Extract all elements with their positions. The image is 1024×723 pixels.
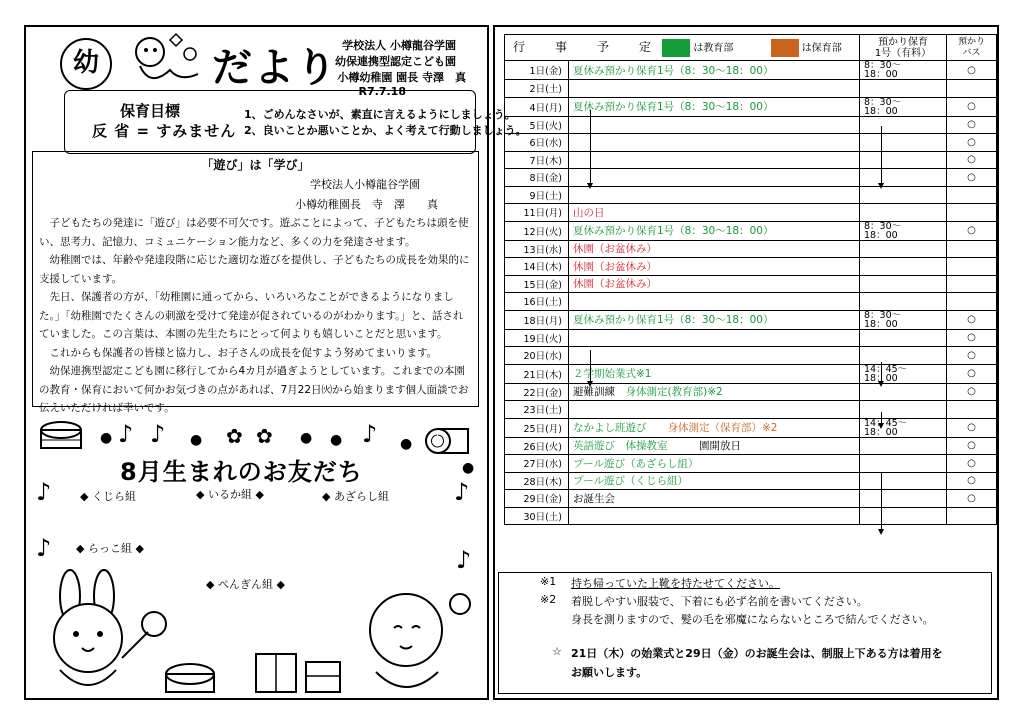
bus-cell: ○ <box>947 455 997 473</box>
essay-paragraph: これからも保護者の皆様と協力し、お子さんの成長を促すよう努めてまいります。 <box>49 346 438 359</box>
care-cell <box>860 472 947 490</box>
note-2-mark: ※2 <box>540 593 557 606</box>
school-line-3: 小樽幼稚園 園長 寺澤 真 <box>337 71 466 84</box>
note-3-line-2: お願いします。 <box>571 666 648 679</box>
dot-icon: ● <box>100 430 113 446</box>
event-text: 休園（お盆休み） <box>573 260 657 273</box>
class-iruka: ◆ いるか組 ◆ <box>196 488 264 501</box>
event-part: 園開放日 <box>699 440 741 453</box>
care-cell <box>860 437 947 455</box>
goal-line-2: 2、良いことか悪いことか、よく考えて行動しましょう。 <box>244 124 527 137</box>
event-cell <box>569 186 860 204</box>
day-cell: 9日(土) <box>505 186 569 204</box>
care-cell <box>860 455 947 473</box>
schedule-row <box>505 221 997 240</box>
dot-icon: ● <box>462 460 475 476</box>
event-cell <box>569 134 860 152</box>
note-3-line-1: 21日（木）の始業式と29日（金）のお誕生会は、制服上下ある方は着用を <box>571 647 943 660</box>
event-text: 夏休み預かり保育1号（8：30～18：00） <box>573 314 774 326</box>
event-cell <box>569 347 860 365</box>
care-cell <box>860 310 947 329</box>
school-line-2: 幼保連携型認定こども園 <box>335 55 456 68</box>
essay-author: 小樽幼稚園長 寺 澤 真 <box>295 198 438 211</box>
rabbit-character-icon <box>30 566 180 694</box>
star-mark: ☆ <box>552 645 562 658</box>
class-label: ぺんぎん組 <box>217 578 273 591</box>
schedule-row <box>505 116 997 134</box>
event-part: 英語遊び 体操教室 <box>573 440 668 453</box>
music-note-icon: ♪ <box>150 420 166 448</box>
event-text: 休園（お盆休み） <box>573 278 657 291</box>
birthday-heading: 8月生まれのお友だち <box>120 458 363 486</box>
dot-icon: ● <box>330 432 343 448</box>
class-label: らっこ組 <box>87 542 132 555</box>
note-2-line-1: 着脱しやすい服装で、下着にも必ず名前を書いてください。 <box>571 595 868 608</box>
schedule-row <box>505 455 997 473</box>
bear-character-icon <box>350 582 480 696</box>
event-cell <box>569 364 860 383</box>
care-cell <box>860 151 947 169</box>
logo-kanji: 幼 <box>60 38 112 90</box>
day-cell: 26日(火) <box>505 437 569 455</box>
schedule-row <box>505 293 997 311</box>
bus-cell <box>947 186 997 204</box>
day-cell: 25日(月) <box>505 418 569 437</box>
legend-green-label: は教育部 <box>693 43 734 54</box>
bus-cell: ○ <box>947 134 997 152</box>
bus-cell: ○ <box>947 383 997 401</box>
event-cell <box>569 116 860 134</box>
day-cell: 8日(金) <box>505 169 569 187</box>
note-2-line-2: 身長を測りますので、髪の毛を邪魔にならないところで結んでください。 <box>571 613 934 626</box>
dot-icon: ● <box>190 432 203 448</box>
arrow-down-icon <box>881 362 882 384</box>
bus-cell: ○ <box>947 347 997 365</box>
bus-cell: ○ <box>947 329 997 347</box>
bus-cell <box>947 258 997 276</box>
arrow-down-icon <box>881 412 882 426</box>
event-cell <box>569 383 860 401</box>
bus-cell <box>947 507 997 525</box>
cartoon-mascot-icon <box>110 30 210 90</box>
legend-orange-swatch <box>771 39 799 57</box>
event-text: 夏休み預かり保育1号（8：30～18：00） <box>573 225 774 237</box>
care-time: 8：30～ 18：00 <box>864 220 902 241</box>
care-cell <box>860 186 947 204</box>
event-text: ２学期始業式※1 <box>573 368 652 380</box>
schedule-row <box>505 204 997 222</box>
event-text: プール遊び（あざらし組） <box>573 457 699 470</box>
event-text: お誕生会 <box>573 492 615 505</box>
care-time: 14：45～ 18：00 <box>864 363 908 384</box>
care-cell <box>860 490 947 508</box>
care-cell <box>860 61 947 80</box>
class-kujira: ◆ くじら組 <box>80 490 136 503</box>
event-cell <box>569 80 860 98</box>
dot-icon: ● <box>300 430 313 446</box>
day-cell: 16日(土) <box>505 293 569 311</box>
essay-paragraph: 先日、保護者の方が、「幼稚園に通ってから、いろいろなことができるようになりました。」「幼稚園でたくさんの刺激を受けて発達が促されているのがわかります。」と、話されていました。この言葉は、本園の先生たちにとって何よりも嬉しいことだと思います。 <box>39 291 464 340</box>
essay-paragraph: 幼保連携型認定こども園に移行してから4カ月が過ぎようとしています。これまでの本園の教育・保育において何かお気づきの点があれば、7月22日㈫から始まります個人面談でお伝えいただければ幸いです。 <box>39 365 469 414</box>
class-label: あざらし組 <box>333 490 389 503</box>
schedule-row <box>505 310 997 329</box>
bus-cell: ○ <box>947 437 997 455</box>
care-cell <box>860 347 947 365</box>
event-text: 休園（お盆休み） <box>573 243 657 256</box>
schedule-row <box>505 134 997 152</box>
music-note-icon: ♪ <box>36 478 52 506</box>
care-time: 14：45～ 18：00 <box>864 417 908 438</box>
goal-heading: 保育目標 <box>120 102 181 120</box>
event-cell <box>569 293 860 311</box>
essay-box <box>32 151 479 414</box>
bus-header: 預かり バス <box>947 35 997 61</box>
event-cell <box>569 275 860 293</box>
event-cell <box>569 258 860 276</box>
bus-cell: ○ <box>947 97 997 116</box>
day-cell: 11日(月) <box>505 204 569 222</box>
day-cell: 14日(木) <box>505 258 569 276</box>
schedule-row <box>505 401 997 419</box>
schedule-row <box>505 97 997 116</box>
day-cell: 1日(金) <box>505 61 569 80</box>
day-cell: 27日(水) <box>505 455 569 473</box>
event-cell <box>569 329 860 347</box>
schedule-row <box>505 151 997 169</box>
day-cell: 2日(土) <box>505 80 569 98</box>
note-1: 持ち帰っていた上靴を持たせてください。 <box>571 577 780 590</box>
music-note-icon: ♪ <box>454 478 470 506</box>
care-cell <box>860 240 947 258</box>
schedule-row <box>505 80 997 98</box>
essay-paragraph: 幼稚園では、年齢や発達段階に応じた適切な遊びを提供し、子どもたちの成長を効果的に支援しています。 <box>39 254 470 285</box>
care-time: 8：30～ 18：00 <box>864 96 902 117</box>
schedule-row <box>505 418 997 437</box>
schedule-row <box>505 490 997 508</box>
event-text: 山の日 <box>573 206 605 219</box>
schedule-row <box>505 437 997 455</box>
bus-cell: ○ <box>947 310 997 329</box>
legend-green-swatch <box>662 39 690 57</box>
day-cell: 15日(金) <box>505 275 569 293</box>
arrow-down-icon <box>590 350 591 384</box>
day-cell: 4日(月) <box>505 97 569 116</box>
day-cell: 23日(土) <box>505 401 569 419</box>
note-1-mark: ※1 <box>540 575 557 588</box>
care-cell <box>860 275 947 293</box>
event-cell <box>569 221 860 240</box>
class-rakko: ◆ らっこ組 ◆ <box>76 542 144 555</box>
care-cell <box>860 364 947 383</box>
event-cell <box>569 401 860 419</box>
day-cell: 12日(火) <box>505 221 569 240</box>
day-cell: 18日(月) <box>505 310 569 329</box>
event-cell <box>569 472 860 490</box>
event-text: 夏休み預かり保育1号（8：30～18：00） <box>573 64 774 77</box>
school-line-1: 学校法人 小樽龍谷学園 <box>342 39 456 52</box>
bus-cell: ○ <box>947 169 997 187</box>
music-note-icon: ♪ <box>36 534 52 562</box>
schedule-row <box>505 61 997 80</box>
class-azarashi: ◆ あざらし組 <box>322 490 389 503</box>
schedule-row <box>505 364 997 383</box>
issue-date: R7.7.18 <box>358 85 406 98</box>
flower-icon: ✿ <box>256 424 273 448</box>
legend-orange-label: は保育部 <box>801 43 842 54</box>
schedule-row <box>505 258 997 276</box>
event-part: 身体測定(教育部)※2 <box>625 386 723 399</box>
schedule-row <box>505 383 997 401</box>
event-part: 身体測定（保育部）※2 <box>667 422 778 434</box>
event-cell <box>569 310 860 329</box>
schedule-row <box>505 507 997 525</box>
day-cell: 22日(金) <box>505 383 569 401</box>
day-cell: 6日(水) <box>505 134 569 152</box>
bus-cell: ○ <box>947 61 997 80</box>
bus-cell <box>947 204 997 222</box>
goal-body: 反 省 = すみません <box>92 122 237 140</box>
essay-author-org: 学校法人小樽龍谷学園 <box>310 178 420 191</box>
care-cell <box>860 418 947 437</box>
care-cell <box>860 293 947 311</box>
event-cell <box>569 204 860 222</box>
event-cell <box>569 418 860 437</box>
day-cell: 7日(木) <box>505 151 569 169</box>
bus-cell <box>947 240 997 258</box>
day-cell: 19日(火) <box>505 329 569 347</box>
care-cell <box>860 383 947 401</box>
bus-cell: ○ <box>947 418 997 437</box>
event-cell <box>569 437 860 455</box>
cake-icon <box>36 418 86 458</box>
music-note-icon: ♪ <box>362 420 378 448</box>
bus-cell: ○ <box>947 116 997 134</box>
flower-icon: ✿ <box>226 424 243 448</box>
event-cell <box>569 507 860 525</box>
event-text: 夏休み預かり保育1号（8：30～18：00） <box>573 101 774 113</box>
care-time: 8：30～ 18：00 <box>864 309 902 330</box>
bus-cell: ○ <box>947 490 997 508</box>
day-cell: 30日(土) <box>505 507 569 525</box>
event-cell <box>569 169 860 187</box>
newsletter-title: だより <box>212 45 338 91</box>
class-label: くじら組 <box>91 490 136 503</box>
schedule-row <box>505 169 997 187</box>
music-note-icon: ♪ <box>118 420 134 448</box>
event-cell <box>569 455 860 473</box>
dot-icon: ● <box>400 436 413 452</box>
day-cell: 13日(水) <box>505 240 569 258</box>
event-cell <box>569 61 860 80</box>
day-cell: 29日(金) <box>505 490 569 508</box>
schedule-row <box>505 347 997 365</box>
care-cell <box>860 80 947 98</box>
day-cell: 5日(火) <box>505 116 569 134</box>
day-cell: 28日(木) <box>505 472 569 490</box>
bus-cell: ○ <box>947 472 997 490</box>
goal-line-1: 1、ごめんなさいが、素直に言えるようにしましょう。 <box>244 108 516 121</box>
music-note-icon: ♪ <box>456 546 472 574</box>
bus-cell <box>947 80 997 98</box>
bus-cell <box>947 293 997 311</box>
schedule-table <box>504 34 997 525</box>
bus-cell: ○ <box>947 151 997 169</box>
care-time: 8：30～ 18：00 <box>864 60 902 80</box>
care-cell <box>860 401 947 419</box>
gift-box-icon <box>160 648 360 698</box>
event-text: プール遊び（くじら組） <box>573 475 688 488</box>
care-cell <box>860 221 947 240</box>
roll-cake-icon <box>424 424 478 458</box>
class-pengin: ◆ ぺんぎん組 ◆ <box>206 578 285 591</box>
arrow-down-icon <box>881 472 882 532</box>
schedule-row <box>505 240 997 258</box>
event-cell <box>569 490 860 508</box>
care-cell <box>860 258 947 276</box>
schedule-row <box>505 472 997 490</box>
care-cell <box>860 204 947 222</box>
care-cell <box>860 134 947 152</box>
schedule-header-event <box>505 35 860 61</box>
schedule-row <box>505 275 997 293</box>
bus-cell <box>947 275 997 293</box>
event-cell <box>569 151 860 169</box>
bus-cell <box>947 401 997 419</box>
care-cell <box>860 97 947 116</box>
essay-paragraph: 子どもたちの発達に「遊び」は必要不可欠です。遊ぶことによって、子どもたちは頭を使い、思考力、記憶力、コミュニケーション能力など、多くの力を発達させます。 <box>39 217 469 248</box>
essay-title: 「遊び」は「学び」 <box>201 158 310 172</box>
event-part: なかよし班遊び <box>573 422 647 434</box>
care-header: 預かり保育 1号（有料） <box>860 35 947 61</box>
schedule-row <box>505 329 997 347</box>
care-cell <box>860 116 947 134</box>
bus-cell: ○ <box>947 221 997 240</box>
bus-cell: ○ <box>947 364 997 383</box>
day-cell: 21日(木) <box>505 364 569 383</box>
day-cell: 20日(水) <box>505 347 569 365</box>
arrow-down-icon <box>881 126 882 186</box>
event-part: 避難訓練 <box>573 386 615 399</box>
class-label: いるか組 <box>207 488 252 501</box>
care-cell <box>860 329 947 347</box>
care-cell <box>860 169 947 187</box>
event-cell <box>569 240 860 258</box>
event-header-label: 行 事 予 定 <box>513 40 654 54</box>
care-cell <box>860 507 947 525</box>
event-cell <box>569 97 860 116</box>
schedule-row <box>505 186 997 204</box>
arrow-down-icon <box>590 110 591 186</box>
